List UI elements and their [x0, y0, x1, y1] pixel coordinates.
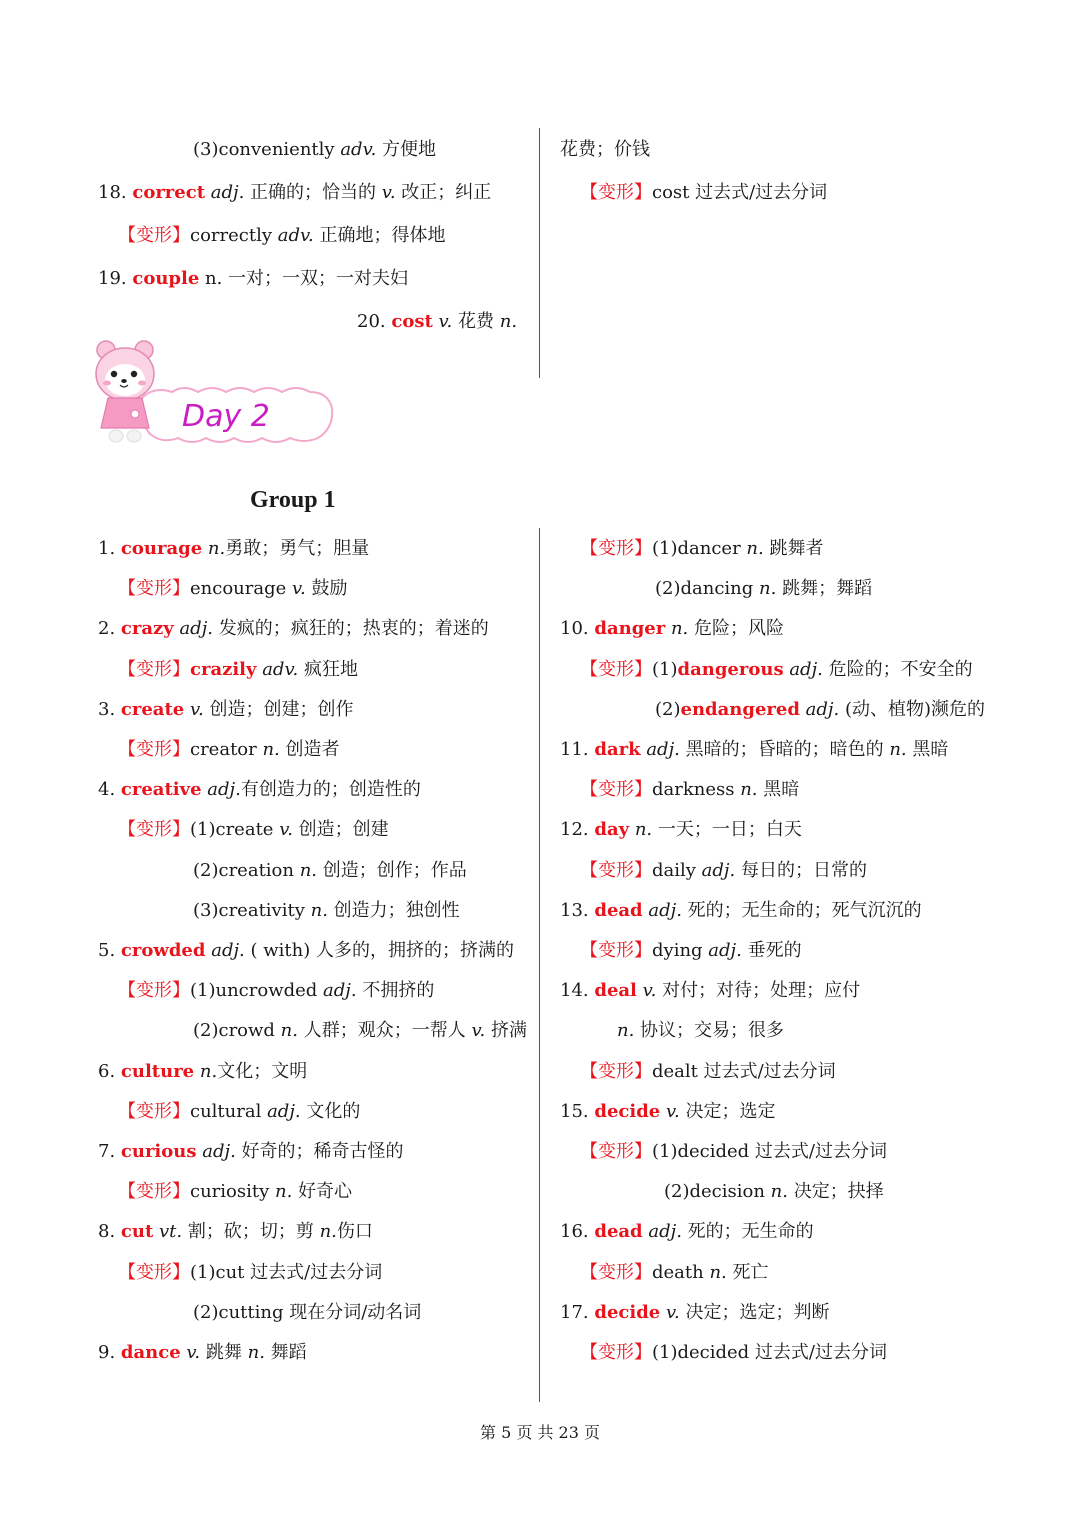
entry-text: 17. — [560, 1301, 595, 1323]
entry-text: 协议；交易；很多 — [634, 1020, 785, 1042]
entry-text: 发疯的；疯狂的；热衷的；着迷的 — [213, 618, 489, 640]
entry-text: (1)cut 过去式/过去分词 — [190, 1261, 383, 1283]
entry-text: adj. — [202, 1141, 236, 1162]
entry-text: 创造；创建；创作 — [203, 698, 354, 720]
column-divider — [539, 528, 540, 1402]
entry-text: (动、植物)濒危的 — [839, 698, 986, 720]
entry-text: adj. — [648, 1221, 682, 1243]
variant-label: 【变形】 — [580, 658, 652, 680]
entry-text: v. — [381, 182, 396, 203]
entry-text: (2)crowd — [193, 1020, 281, 1042]
entry-text: 好奇心 — [292, 1181, 353, 1203]
entry-text: v. — [292, 578, 306, 600]
entry-text: 改正；纠正 — [395, 182, 492, 203]
variant-label: 【变形】 — [118, 980, 190, 1002]
right-entry-line — [580, 778, 799, 802]
headword: crazy — [120, 618, 174, 640]
day-badge — [92, 336, 337, 455]
entry-text: 死的；无生命的 — [681, 1221, 814, 1243]
entry-text: n. — [709, 1261, 727, 1283]
entry-text: 正确的；恰当的 — [244, 182, 382, 203]
entry-text: vt. — [159, 1221, 183, 1243]
right-entry-line — [655, 698, 985, 722]
entry-text: 12. — [560, 819, 595, 841]
entry-text: 决定；选定；判断 — [679, 1301, 830, 1323]
entry-text: 6. — [98, 1060, 121, 1082]
entry-text: daily — [652, 859, 702, 881]
headword: culture — [120, 1060, 195, 1082]
headword: dark — [594, 739, 641, 760]
entry-text: n. — [746, 538, 764, 559]
entry-text: n. — [634, 819, 653, 841]
left-entry-line — [193, 1301, 421, 1325]
right-entry-line — [560, 1301, 829, 1325]
entry-text: 一天；一日；白天 — [652, 819, 802, 841]
headword: dance — [120, 1342, 181, 1363]
entry-text: 黑暗 — [757, 779, 800, 801]
headword: creative — [120, 779, 202, 801]
entry-text: 9. — [98, 1342, 121, 1363]
headword: crowded — [120, 940, 206, 961]
entry-text: 创造者 — [279, 739, 340, 760]
entry-text: n. — [275, 1181, 293, 1203]
headword: decide — [594, 1100, 661, 1122]
top-left-entry-line — [98, 181, 491, 205]
entry-text: 创造力；独创性 — [327, 899, 460, 921]
entry-text: 人群；观众；一帮人 — [298, 1020, 472, 1042]
entry-text: n. — [299, 859, 318, 881]
entry-text: 疯狂地 — [298, 658, 358, 680]
right-entry-line — [580, 537, 823, 561]
variant-label: 【变形】 — [118, 1261, 190, 1283]
left-entry-line — [118, 1261, 382, 1285]
left-entry-line — [98, 698, 353, 722]
entry-text: (2)cutting 现在分词/动名词 — [193, 1301, 422, 1323]
variant-label: 【变形】 — [580, 940, 652, 961]
headword: deal — [594, 980, 637, 1002]
entry-text: n. — [759, 578, 777, 600]
entry-text: n. — [617, 1020, 635, 1042]
entry-text: 每日的；日常的 — [735, 859, 867, 881]
top-column-divider — [539, 128, 540, 378]
headword: endangered — [680, 698, 800, 720]
entry-text: 2. — [98, 618, 121, 640]
entry-text: n. — [207, 538, 226, 559]
entry-text: 好奇的；稀奇古怪的 — [235, 1141, 404, 1162]
entry-text: n. — [740, 779, 758, 801]
entry-text: n. — [770, 1181, 788, 1203]
entry-text: 跳舞者 — [763, 538, 824, 559]
entry-text: 决定；选定 — [679, 1100, 776, 1122]
headword: day — [594, 819, 630, 841]
variant-label: 【变形】 — [118, 819, 190, 841]
entry-text: 舞蹈 — [264, 1342, 307, 1363]
entry-text: cultural — [190, 1100, 268, 1122]
entry-text: n. — [319, 1221, 337, 1243]
right-entry-line — [655, 577, 872, 601]
entry-text: adj. — [207, 779, 241, 801]
entry-text: 7. — [98, 1141, 121, 1162]
entry-text: 16. — [560, 1221, 595, 1243]
variant-label: 【变形】 — [580, 182, 652, 203]
entry-text: (1)decided 过去式/过去分词 — [652, 1141, 887, 1162]
left-entry-line — [118, 818, 389, 842]
entry-text: 跳舞 — [200, 1342, 248, 1363]
left-entry-line — [193, 1019, 527, 1043]
left-entry-line — [98, 939, 514, 963]
left-entry-line — [118, 658, 358, 682]
entry-text: 11. — [560, 739, 595, 760]
entry-text: 5. — [98, 940, 121, 961]
entry-text: 8. — [98, 1221, 121, 1243]
entry-text: dying — [652, 940, 709, 961]
entry-text: adj. — [646, 739, 680, 760]
entry-text: n. — [199, 1060, 218, 1082]
entry-text: n. — [310, 899, 328, 921]
top-right-entry-line — [580, 181, 827, 205]
entry-text: (2)dancing — [655, 578, 760, 600]
right-entry-line — [580, 1261, 769, 1285]
headword: cost — [391, 311, 433, 332]
entry-text: correctly — [190, 225, 278, 246]
headword: courage — [120, 538, 203, 559]
bear-mascot-icon — [92, 336, 337, 451]
entry-text: 决定；抉择 — [787, 1181, 884, 1203]
left-entry-line — [98, 537, 369, 561]
entry-text: (1)decided 过去式/过去分词 — [652, 1342, 887, 1363]
entry-text: 割；砍；切；剪 — [182, 1221, 320, 1243]
entry-text: 对付；对待；处理；应付 — [656, 980, 861, 1002]
entry-text: n. — [499, 311, 518, 332]
top-left-entry-line — [118, 224, 446, 248]
headword: decide — [594, 1301, 661, 1323]
entry-text: (2)creation — [193, 859, 300, 881]
entry-text: adv. — [277, 225, 314, 246]
entry-text: (1) — [652, 658, 678, 680]
entry-text: 创造；创建 — [292, 819, 389, 841]
entry-text: v. — [189, 698, 204, 720]
page-footer: 第 5 页 共 23 页 — [480, 1423, 600, 1442]
left-entry-line — [98, 617, 489, 641]
entry-text: v. — [186, 1342, 201, 1363]
variant-label: 【变形】 — [580, 538, 652, 559]
entry-text: 黑暗 — [906, 739, 949, 760]
left-entry-line — [98, 1220, 373, 1244]
entry-text: (3)conveniently — [193, 139, 341, 160]
entry-text: 挤满 — [485, 1020, 527, 1042]
entry-text: v. — [665, 1301, 680, 1323]
left-entry-line — [193, 859, 467, 883]
entry-text: 勇敢；勇气；胆量 — [225, 538, 370, 559]
entry-text: 有创造力的；创造性的 — [240, 779, 421, 801]
entry-text: 跳舞；舞蹈 — [776, 578, 873, 600]
entry-text: 15. — [560, 1100, 595, 1122]
headword: dead — [594, 899, 643, 921]
entry-text: 20. — [357, 311, 392, 332]
headword: dangerous — [677, 658, 784, 680]
right-entry-line — [580, 939, 802, 963]
variant-label: 【变形】 — [580, 1141, 652, 1162]
entry-text: 19. — [98, 268, 133, 289]
entry-text: 14. — [560, 980, 595, 1002]
variant-label: 【变形】 — [118, 225, 190, 246]
entry-text: adj. — [179, 618, 213, 640]
left-entry-line — [98, 1341, 307, 1365]
entry-text: 死的；无生命的；死气沉沉的 — [681, 899, 922, 921]
entry-text: death — [652, 1261, 710, 1283]
entry-text: creator — [190, 739, 263, 760]
variant-label: 【变形】 — [580, 859, 652, 881]
entry-text: (3)creativity — [193, 899, 311, 921]
entry-text: adj. — [210, 182, 245, 203]
entry-text: adj. — [805, 698, 840, 720]
entry-text: 伤口 — [336, 1221, 373, 1243]
entry-text: n. — [280, 1020, 298, 1042]
right-entry-line — [560, 818, 802, 842]
right-entry-line — [580, 1341, 887, 1365]
entry-text: 1. — [98, 538, 121, 559]
variant-label: 【变形】 — [118, 1100, 190, 1122]
entry-text: adv. — [340, 139, 377, 160]
entry-text: (1)uncrowded — [190, 980, 324, 1002]
entry-text: adj. — [211, 940, 245, 961]
variant-label: 【变形】 — [118, 1181, 190, 1203]
entry-text: v. — [642, 980, 657, 1002]
entry-text: 危险的；不安全的 — [822, 658, 973, 680]
entry-text: adj. — [648, 899, 682, 921]
entry-text: adj. — [267, 1100, 301, 1122]
left-entry-line — [98, 1140, 404, 1164]
entry-text: 垂死的 — [741, 940, 802, 961]
variant-label: 【变形】 — [580, 1060, 652, 1082]
entry-text: encourage — [190, 578, 292, 600]
right-entry-line — [617, 1019, 784, 1043]
entry-text: 花费 — [452, 311, 500, 332]
entry-text: 鼓励 — [305, 578, 348, 600]
entry-text: 13. — [560, 899, 595, 921]
entry-text: 10. — [560, 618, 595, 640]
left-entry-line — [193, 899, 460, 923]
headword: dead — [594, 1221, 643, 1243]
headword: crazily — [190, 658, 257, 680]
entry-text: adj. — [708, 940, 742, 961]
entry-text: 危险；风险 — [688, 618, 785, 640]
right-entry-line — [580, 1060, 836, 1084]
left-entry-line — [118, 577, 348, 601]
entry-text: 文化的 — [300, 1100, 361, 1122]
entry-text: 方便地 — [376, 139, 437, 160]
variant-label: 【变形】 — [580, 1342, 652, 1363]
entry-text: 不拥挤的 — [356, 980, 435, 1002]
entry-text: v. — [279, 819, 293, 841]
entry-text: ( with) 人多的，拥挤的；挤满的 — [244, 940, 514, 961]
top-left-entry-line — [193, 138, 436, 162]
entry-text: cost 过去式/过去分词 — [652, 182, 828, 203]
entry-text: n. — [889, 739, 907, 760]
entry-text: n. — [670, 618, 689, 640]
entry-text: adj. — [323, 980, 357, 1002]
variant-label: 【变形】 — [118, 739, 190, 760]
entry-text: v. — [438, 311, 453, 332]
entry-text: darkness — [652, 779, 741, 801]
headword: danger — [594, 618, 666, 640]
top-left-entry-line — [357, 310, 517, 334]
entry-text: 创造；创作；作品 — [317, 859, 467, 881]
left-entry-line — [118, 1100, 360, 1124]
left-entry-line — [118, 1180, 352, 1204]
top-right-entry-line — [560, 138, 650, 162]
entry-text: 4. — [98, 779, 121, 801]
entry-text: 死亡 — [726, 1261, 769, 1283]
entry-text: adj. — [701, 859, 736, 881]
entry-text: (2) — [655, 698, 681, 720]
right-entry-line — [560, 1100, 775, 1124]
entry-text: (1)create — [190, 819, 280, 841]
day-label: Day 2 — [182, 399, 270, 434]
entry-text: (2)decision — [664, 1181, 771, 1203]
entry-text: 花费；价钱 — [560, 139, 650, 160]
entry-text: adj. — [789, 658, 823, 680]
entry-text: 18. — [98, 182, 133, 203]
right-entry-line — [560, 1220, 814, 1244]
headword: couple — [132, 268, 200, 289]
variant-label: 【变形】 — [118, 658, 190, 680]
headword: curious — [120, 1141, 197, 1162]
headword: create — [120, 698, 185, 720]
left-entry-line — [98, 1060, 307, 1084]
headword: correct — [132, 182, 206, 203]
left-entry-line — [98, 778, 421, 802]
right-entry-line — [560, 979, 860, 1003]
left-entry-line — [118, 738, 340, 762]
right-entry-line — [560, 617, 784, 641]
entry-text: 黑暗的；昏暗的；暗色的 — [679, 739, 890, 760]
entry-text: dealt 过去式/过去分词 — [652, 1060, 836, 1082]
right-entry-line — [560, 899, 922, 923]
variant-label: 【变形】 — [118, 578, 190, 600]
right-entry-line — [580, 1140, 887, 1164]
right-entry-line — [560, 738, 948, 762]
variant-label: 【变形】 — [580, 1261, 652, 1283]
entry-text: v. — [471, 1020, 486, 1042]
entry-text: 文化；文明 — [217, 1060, 308, 1082]
headword: cut — [120, 1221, 154, 1243]
entry-text: n. — [247, 1342, 265, 1363]
right-entry-line — [664, 1180, 884, 1204]
left-entry-line — [118, 979, 434, 1003]
entry-text: v. — [665, 1100, 680, 1122]
variant-label: 【变形】 — [580, 779, 652, 801]
entry-text: curiosity — [190, 1181, 275, 1203]
entry-text: adv. — [262, 658, 299, 680]
right-entry-line — [580, 859, 867, 883]
group-title: Group 1 — [250, 487, 336, 513]
entry-text: 正确地；得体地 — [313, 225, 446, 246]
right-entry-line — [580, 658, 973, 682]
entry-text: 3. — [98, 698, 121, 720]
entry-text: n. 一对；一双；一对夫妇 — [199, 268, 409, 289]
top-left-entry-line — [98, 267, 408, 291]
entry-text: n. — [262, 739, 280, 760]
entry-text: (1)dancer — [652, 538, 747, 559]
